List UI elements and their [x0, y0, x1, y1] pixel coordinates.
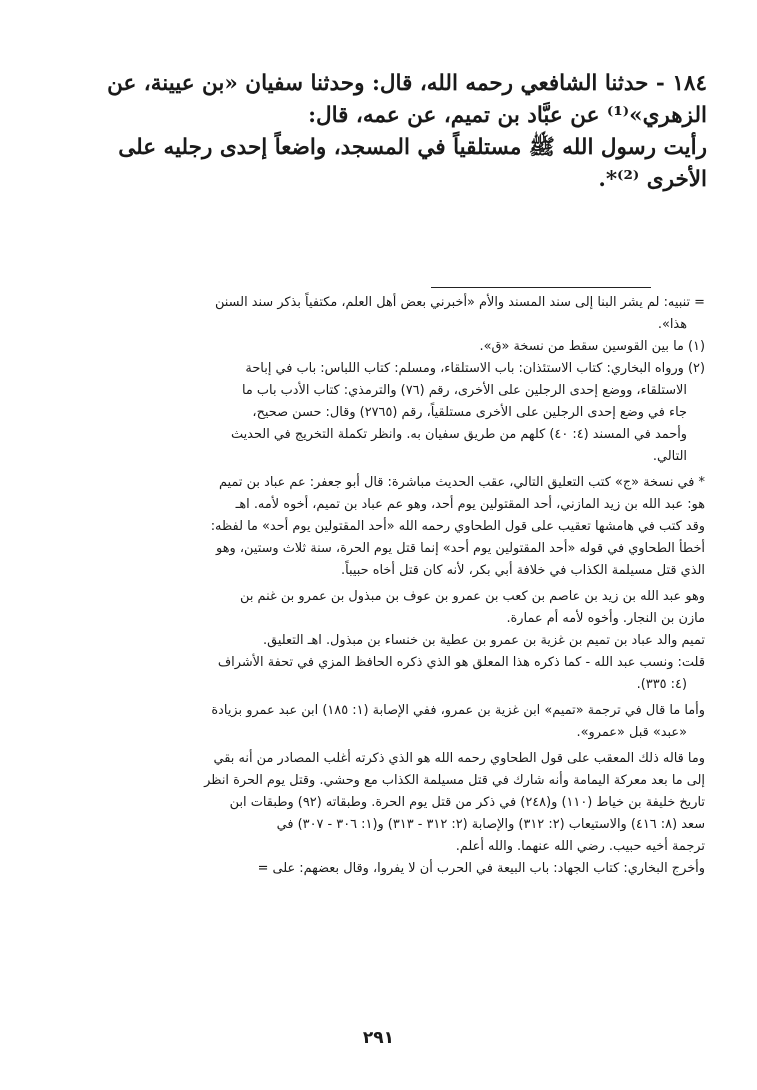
- footnote-line: وقد كتب في هامشها تعقيب على قول الطحاوي رحمه الله «أحد المقتولين يوم أحد» ما لفظه:: [210, 519, 705, 534]
- footnote-line: التالي.: [652, 449, 687, 464]
- hadith-line: الزهري»⁽¹⁾ عن عبَّاد بن تميم، عن عمه، قال:: [308, 103, 707, 128]
- footnote-line: هو: عبد الله بن زيد المازني، أحد المقتولين يوم أحد، وهو عم عباد بن تميم، أخوه لأمه. اهـ: [235, 497, 705, 512]
- footnote-line: وأحمد في المسند (٤: ٤٠) كلهم من طريق سفيان به. وانظر تكملة التخريج في الحديث: [230, 427, 687, 442]
- hadith-text: [104, 68, 707, 196]
- page-number: ٢٩١: [362, 1028, 395, 1048]
- footnote-line: الذي قتل مسيلمة الكذاب في خلافة أبي بكر، لأنه كان قتل أخاه حبيباً.: [340, 563, 705, 578]
- footnote-line: (٤: ٣٣٥).: [636, 677, 687, 692]
- footnotes: [104, 292, 705, 880]
- footnote-line: إلى ما بعد معركة اليمامة وأنه شارك في قتل مسيلمة الكذاب مع وحشي. وقتل يوم الحرة انظر: [204, 773, 705, 788]
- hadith-line: رأيت رسول الله ﷺ مستلقياً في المسجد، واضعاً إحدى رجليه على: [118, 135, 707, 160]
- footnote-line: * في نسخة «ج» كتب التعليق التالي، عقب الحديث مباشرة: قال أبو جعفر: عم عباد بن تميم: [218, 475, 705, 490]
- hadith-line: الأخرى ⁽²⁾*.: [598, 167, 707, 192]
- footnote-line: جاء في وضع إحدى الرجلين على الأخرى مستلقياً، رقم (٢٧٦٥) وقال: حسن صحيح،: [252, 405, 687, 420]
- footnote-line: تاريخ خليفة بن خياط (١١٠) و(٢٤٨) في ذكر من قتل يوم الحرة. وطبقاته (٩٢) وطبقات ابن: [229, 795, 705, 810]
- footnote-line: = تنبيه: لم يشر البنا إلى سند المسند والأم «أخبرني بعض أهل العلم، مكتفياً بذكر سند السنن: [214, 295, 705, 310]
- footnote-separator: [431, 287, 651, 288]
- footnote-line: قلت: ونسب عبد الله - كما ذكره هذا المعلق هو الذي ذكره الحافظ المزي في تحفة الأشراف: [217, 655, 705, 670]
- footnote-line: وما قاله ذلك المعقب على قول الطحاوي رحمه الله هو الذي ذكرته أغلب المصادر من أنه بقي: [213, 751, 705, 766]
- footnote-line: وأما ما قال في ترجمة «تميم» ابن غزية بن عمرو، ففي الإصابة (١: ١٨٥) ابن عبد عمرو بزيادة: [211, 703, 705, 718]
- footnote-line: سعد (٨: ٤١٦) والاستيعاب (٢: ٣١٢) والإصابة (٢: ٣١٢ - ٣١٣) و(١: ٣٠٦ - ٣٠٧) في: [276, 817, 705, 832]
- footnote-line: تميم والد عباد بن تميم بن غزية بن عمرو بن عطية بن خنساء بن مبذول. اهـ التعليق.: [262, 633, 705, 648]
- footnote-line: الاستلقاء، ووضع إحدى الرجلين على الأخرى، رقم (٧٦) والترمذي: كتاب الأدب باب ما: [241, 383, 687, 398]
- footnote-line: وهو عبد الله بن زيد بن عاصم بن كعب بن عمرو بن عوف بن مبذول بن عمرو بن غنم بن: [240, 589, 705, 604]
- hadith-line: ١٨٤ - حدثنا الشافعي رحمه الله، قال: وحدثنا سفيان «بن عيينة، عن: [107, 71, 707, 96]
- footnote-line: ترجمة أخيه حبيب. رضي الله عنهما. والله أعلم.: [455, 839, 705, 854]
- footnote-line: (٢) ورواه البخاري: كتاب الاستئذان: باب الاستلقاء، ومسلم: كتاب اللباس: باب في إباحة: [245, 361, 705, 376]
- footnote-line: أخطأ الطحاوي في قوله «أحد المقتولين يوم أحد» إنما قتل يوم الحرة، سنة ثلاث وستين، وهو: [216, 541, 705, 556]
- footnote-line: «عبد» قبل «عمرو».: [576, 725, 687, 740]
- footnote-line: هذا».: [657, 317, 687, 332]
- footnote-line: مازن بن النجار. وأخوه لأمه أم عمارة.: [506, 611, 705, 626]
- footnote-line: وأخرج البخاري: كتاب الجهاد: باب البيعة في الحرب أن لا يفروا، وقال بعضهم: على =: [257, 861, 705, 876]
- footnote-line: (١) ما بين القوسين سقط من نسخة «ق».: [479, 339, 705, 354]
